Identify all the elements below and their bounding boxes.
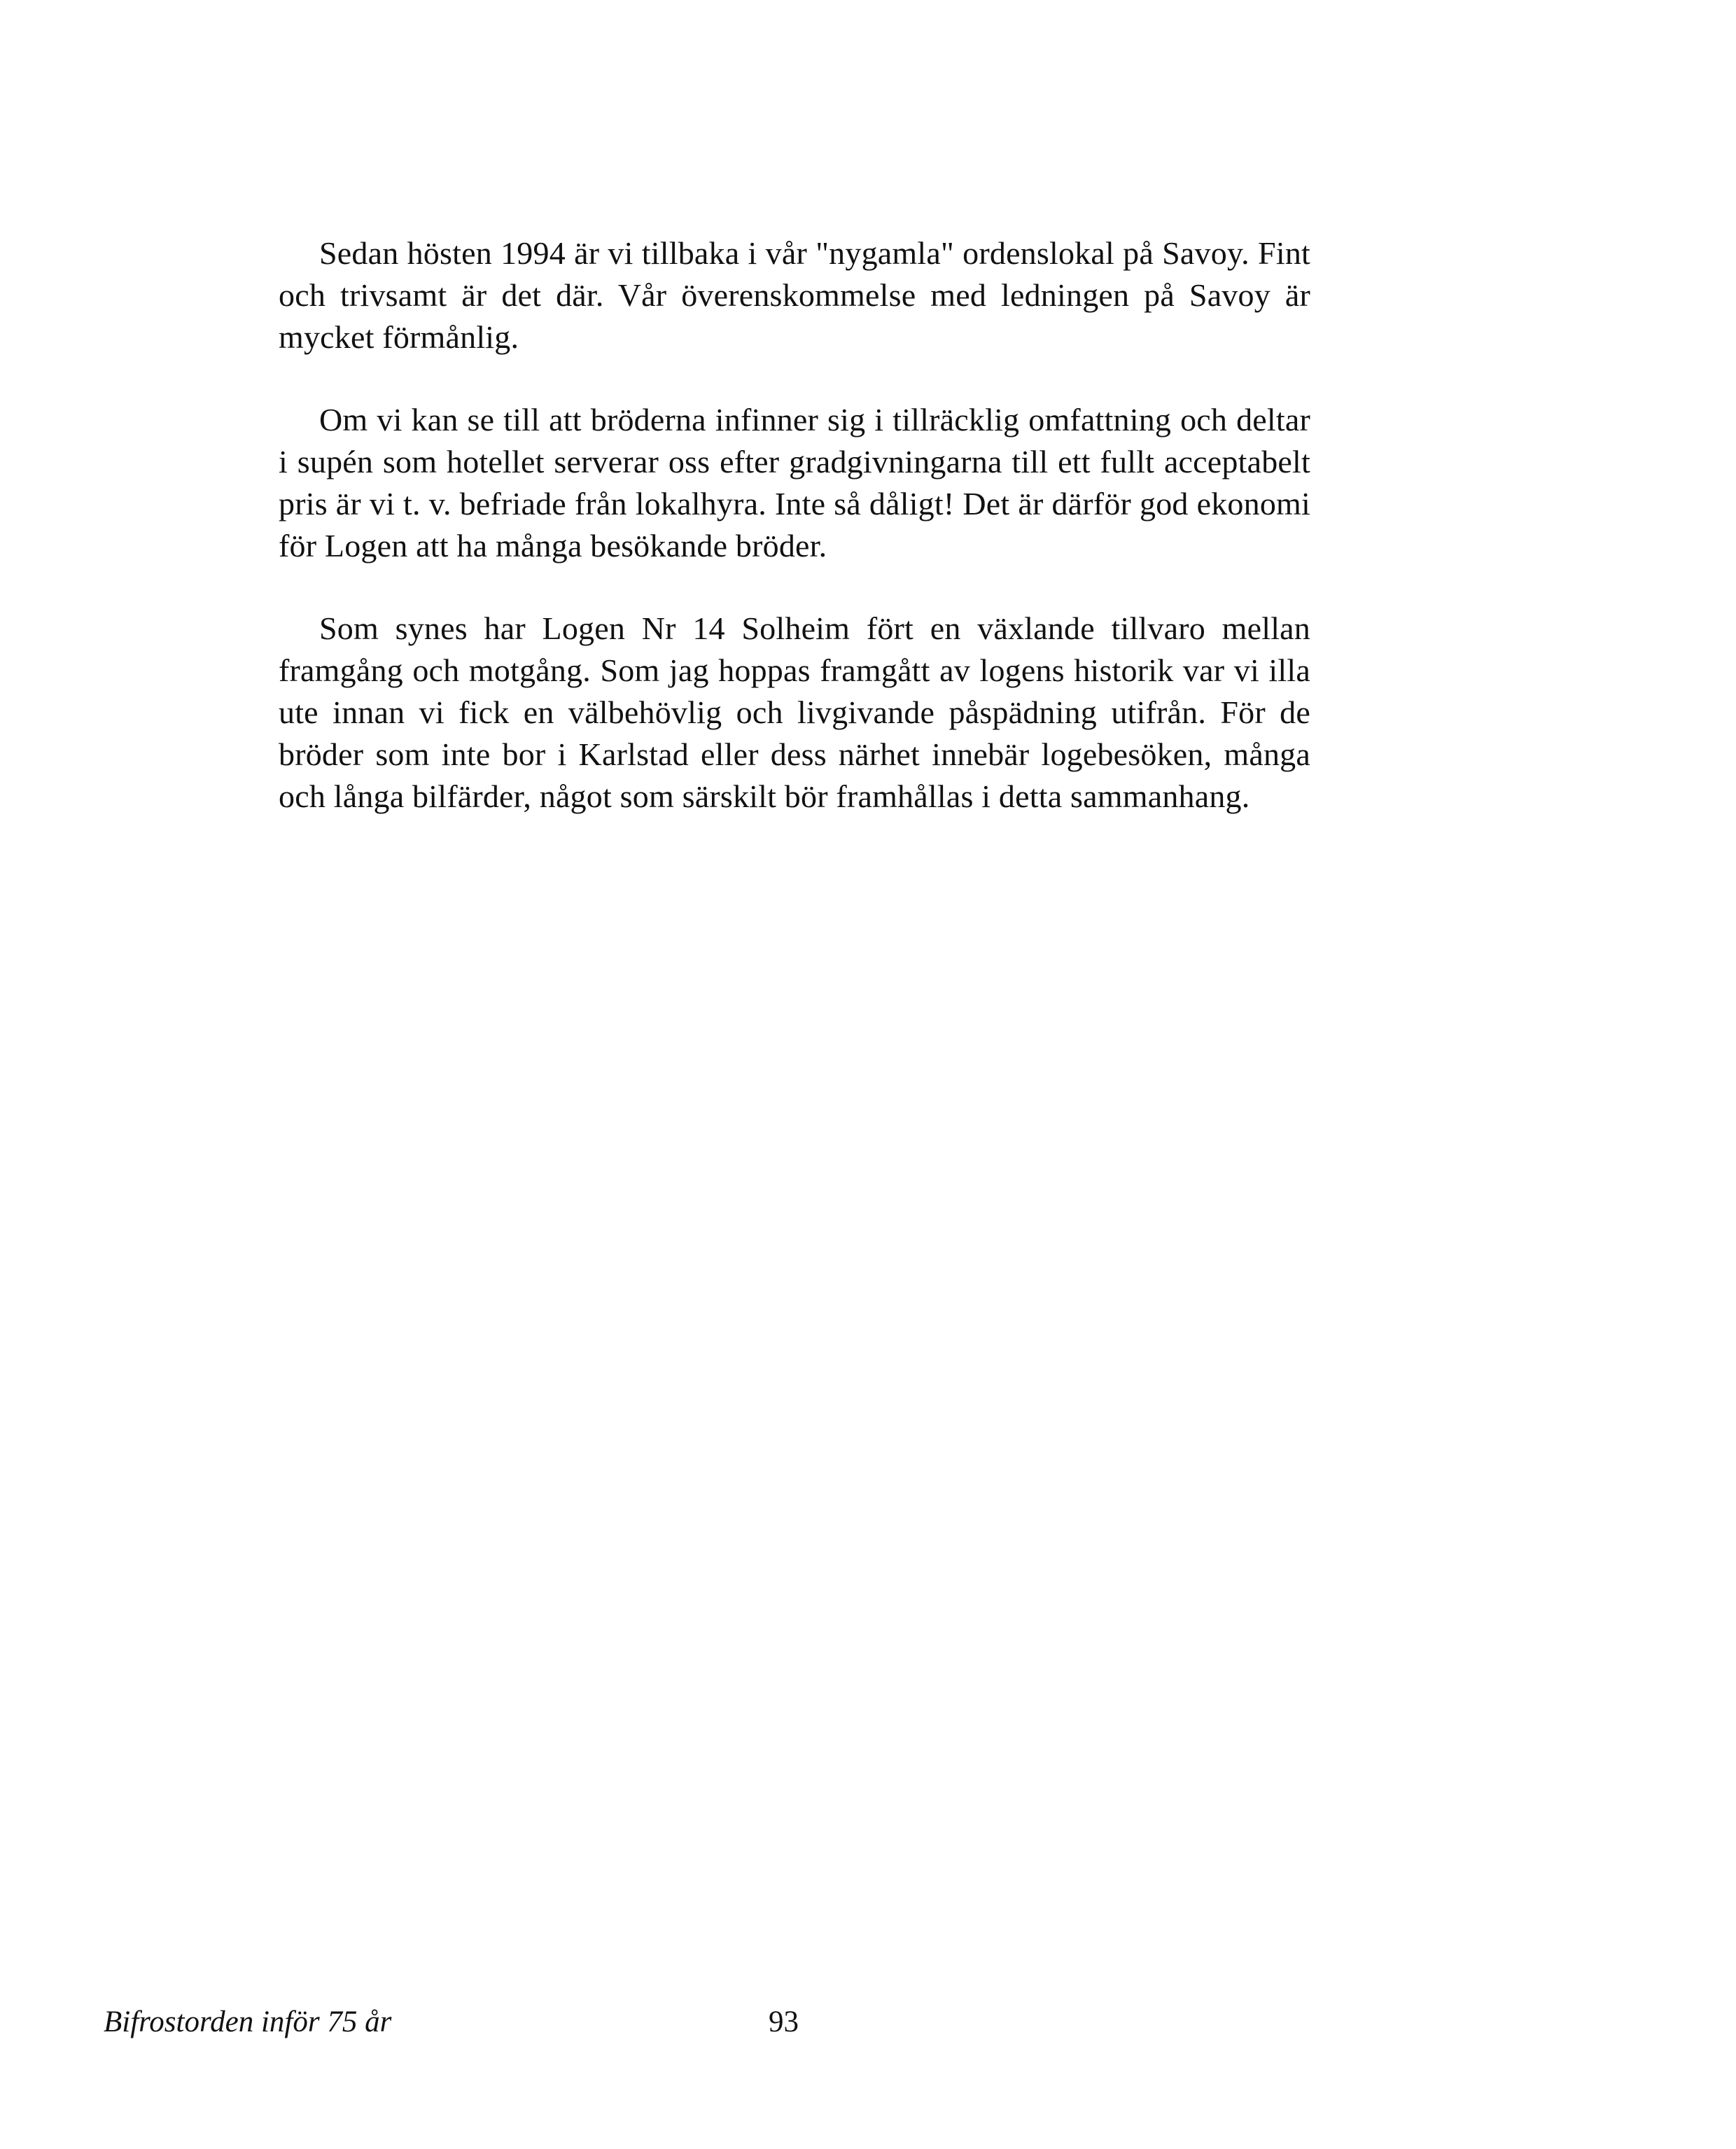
- paragraph-savoy: Sedan hösten 1994 är vi tillbaka i vår "nygamla" ordenslokal på Savoy. Fint och trivsamt är det där. Vår överenskommelse med ledningen på Savoy är mycket förmånlig.: [279, 235, 1310, 355]
- paragraph-historik: Som synes har Logen Nr 14 Solheim fört en växlande tillvaro mellan framgång och motgång. Som jag hoppas framgått av logens historik var vi illa ute innan vi fick en välbehövlig och livgivande påspädning utifrån. För de bröder som inte bor i Karlstad eller dess närhet innebär logebesöken, många och långa bilfärder, något som särskilt bör framhållas i detta sammanhang.: [279, 610, 1310, 814]
- body-text: [279, 232, 1310, 858]
- footer-title: Bifrostorden inför 75 år: [104, 2005, 392, 2038]
- paragraph-lokalhyra: Om vi kan se till att bröderna infinner sig i tillräcklig omfattning och deltar i supén som hotellet serverar oss efter gradgivningarna till ett fullt acceptabelt pris är vi t. v. befriade från lokalhyra. Inte så dåligt! Det är därför god ekonomi för Logen att ha många besökande bröder.: [279, 402, 1310, 564]
- page-number: 93: [769, 2005, 799, 2038]
